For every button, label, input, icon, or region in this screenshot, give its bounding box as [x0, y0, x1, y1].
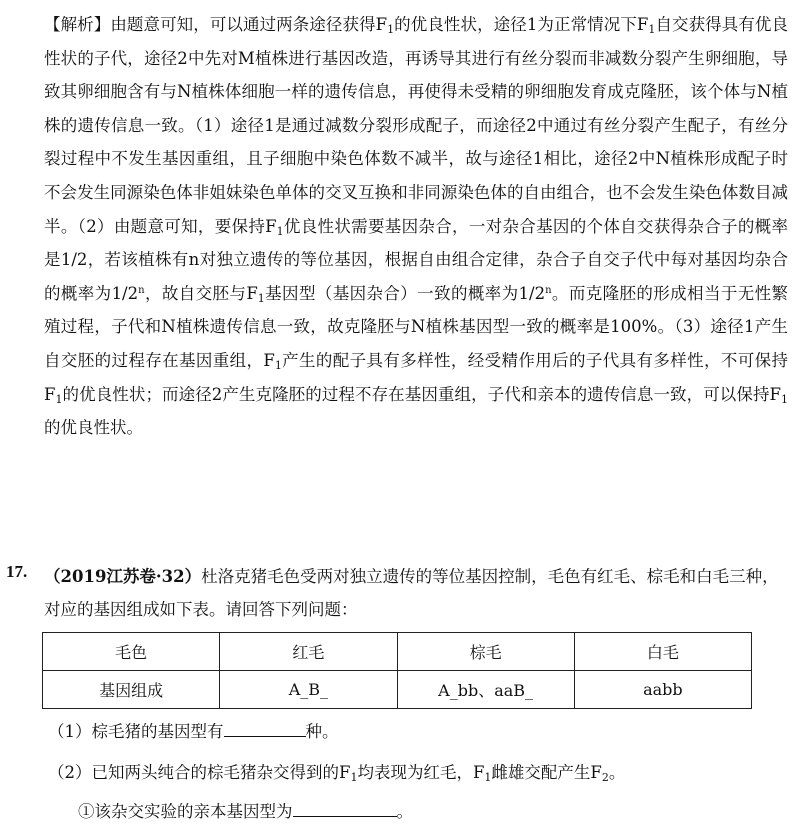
answer-blank-1[interactable] — [224, 718, 306, 737]
table-row — [43, 671, 752, 709]
genotype-table — [42, 632, 752, 709]
analysis-paragraph: 【解析】由题意可知，可以通过两条途径获得$F_1$的优良性状，途径1为正常情况下$F_1$自交获得具有优良性状的子代，途径2中先对M植株进行基因改造，再诱导其进行有丝分裂而非减数分裂产生卵细胞，导致其卵细胞含有与N植株体细胞一样的遗传信息，再使得未受精的卵细胞发育成克隆胚，该个体与N植株的遗传信息一致。（1）途径1是通过减数分裂形成配子，而途径2中通过有丝分裂产生配子，有丝分裂过程中不发生基因重组，且子细胞中染色体数不减半，故与途径1相比，途径2中N植株形成配子时不会发生同源染色体非姐妹染色单体的交叉互换和非同源染色体的自由组合，也不会发生染色体数目减半。（2）由题意可知，要保持$F_1$优良性状需要基因杂合，一对杂合基因的个体自交获得杂合子的概率是1/2，若该植株有n对独立遗传的等位基因，根据自由组合定律，杂合子自交子代中每对基因均杂合的概率为1/2$^n$，故自交胚与$F_1$基因型（基因杂合）一致的概率为1/2$^n$。而克隆胚的形成相当于无性繁殖过程，子代和N植株遗传信息一致，故克隆胚与N植株基因型一致的概率是100%。（3）途径1产生自交胚的过程存在基因重组，$F_1$产生的配子具有多样性，经受精作用后的子代具有多样性，不可保持$F_1$的优良性状；而途径2产生克隆胚的过程不存在基因重组，子代和亲本的遗传信息一致，可以保持$F_1$的优良性状。 — [44, 15, 789, 438]
sub-question-2: （2）已知两头纯合的棕毛猪杂交得到的$F_1$均表现为红毛，$F_1$雌雄交配产生$F_2$。 — [48, 763, 626, 784]
table-header-cell: 白毛 — [574, 633, 751, 671]
analysis-label: 【解析】 — [44, 15, 111, 34]
table-header-cell: 红毛 — [220, 633, 397, 671]
answer-blank-2[interactable] — [293, 798, 397, 817]
sub-question-2-item-1: ①该杂交实验的亲本基因型为 。 — [78, 797, 413, 827]
table-cell: A_bb、aaB_ — [397, 671, 574, 709]
question-stem — [44, 560, 788, 626]
table-cell: aabb — [574, 671, 751, 709]
table-header-cell: 棕毛 — [397, 633, 574, 671]
question-source: （2019江苏卷·32） — [44, 567, 202, 586]
sub-question-1: （1）棕毛猪的基因型有 种。 — [48, 717, 339, 747]
table-header-row — [43, 633, 752, 671]
table-cell: A_B_ — [220, 671, 397, 709]
table-cell: 基因组成 — [43, 671, 220, 709]
question-text: 杜洛克猪毛色受两对独立遗传的等位基因控制，毛色有红毛、棕毛和白毛三种，对应的基因组成如下表。请回答下列问题： — [44, 567, 779, 619]
table-header-cell: 毛色 — [43, 633, 220, 671]
question-number: 17. — [6, 562, 28, 581]
